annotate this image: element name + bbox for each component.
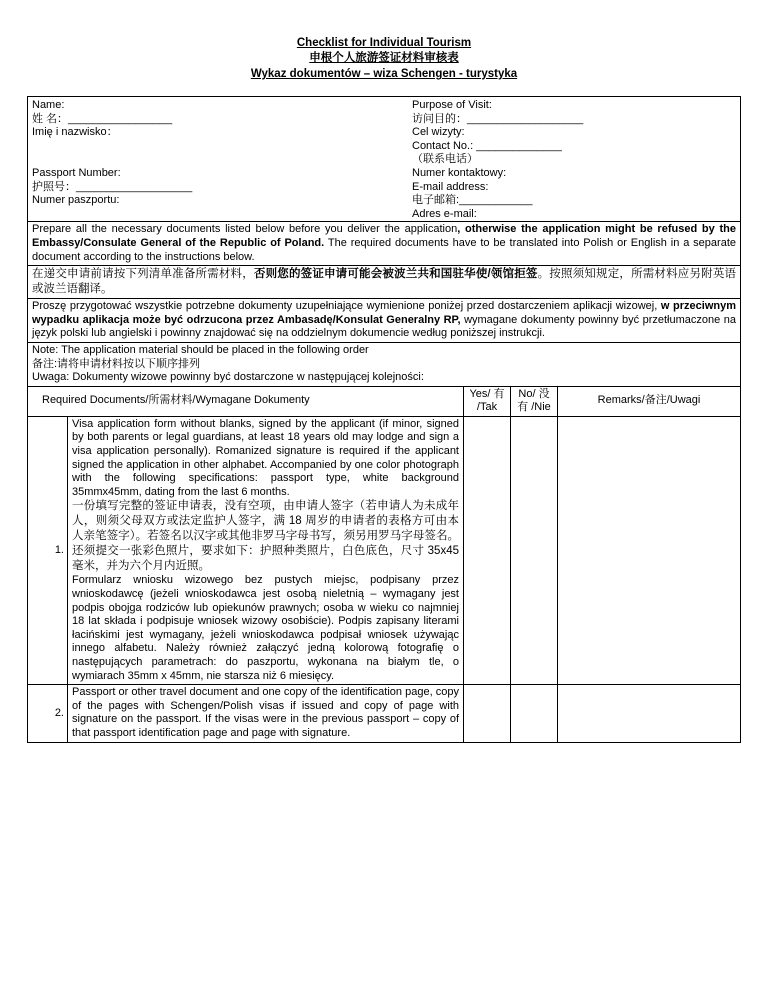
item-number: 2. — [28, 685, 68, 742]
note-chinese: 备注:请将申请材料按以下顺序排列 — [32, 357, 201, 370]
instruction-warning: , otherwise the application might be refused by the Embassy/Consulate General of the Republic of Poland. — [32, 223, 737, 249]
item-description-english: Visa application form without blanks, signed by the applicant (if minor, signed by both parents or legal guardians, at least 18 years old may lodge and sign a visa application personally). Romanized signature is required if the applicant signed the application in other alphabet. Accompanied by one color photograph with the following specifications: passport type, white background 35mmx45mm, dating from the last 6 months. — [72, 417, 459, 498]
table-row — [28, 685, 741, 742]
instruction-en-row — [28, 222, 741, 266]
purpose-label: Purpose of Visit: — [412, 99, 492, 111]
required-documents-header: Required Documents/所需材料/Wymagane Dokumenty — [28, 386, 464, 416]
title-polish: Wykaz dokumentów – wiza Schengen - turystyka — [250, 68, 518, 80]
item-description-polish: Formularz wniosku wizowego bez pustych miejsc, podpisany przez wnioskodawcę (jeżeli wnioskodawca jest osobą nieletnią – wymagany jest podpis obojga rodziców lub opiekunów prawnych; osoba w wieku co najmniej 18 lat składa i podpisuje wniosek wizowy osobiście). Podpis zapisany literami łacińskimi jest wymagany, jeżeli wnioskodawca podpisał wniosek używając innego alfabetu. Należy również załączyć jedną kolorową fotografię o następujących parametrach: do paszportu, wykonana na białym tle, o wymiarach 35mm x 45mm, nie starsza niż 6 miesięcy. — [72, 574, 459, 682]
instruction-text: wymagane dokumenty powinny być przetłumaczone na język polski lub angielski i powinny znajdować się na oddzielnym dokumencie według poniższej instrukcji. — [32, 313, 737, 340]
instruction-text: Prepare all the necessary documents listed below before you deliver the application — [32, 223, 458, 236]
item-description — [68, 685, 464, 742]
note-english: Note: The application material should be placed in the following order — [32, 343, 369, 356]
contact-field[interactable]: Contact No.: ______________ — [412, 139, 562, 152]
applicant-info — [28, 97, 741, 222]
contact-label-pl: Numer kontaktowy: — [412, 166, 507, 179]
email-label-pl: Adres e-mail: — [412, 207, 477, 220]
instruction-text: The required documents have to be translated into Polish or English in a separate document according to the instructions below. — [32, 236, 736, 263]
spacer — [32, 153, 380, 167]
email-field[interactable]: 电子邮箱:____________ — [412, 194, 533, 207]
passport-number-field[interactable]: 护照号：___________________ — [32, 180, 193, 193]
no-checkbox-cell[interactable] — [511, 685, 558, 742]
instruction-pl-row — [28, 299, 741, 343]
table-row — [28, 416, 741, 684]
note-row — [28, 342, 741, 386]
remarks-cell[interactable] — [558, 416, 741, 684]
column-header-row — [28, 386, 741, 416]
item-description-english: Passport or other travel document and one copy of the identification page, copy of the pages with Schengen/Polish visas if issued and copy of page with signature on the passport. If the visas were in the previous passport – copy of that passport identification page and page with signature. — [72, 686, 459, 739]
spacer — [32, 140, 380, 154]
yes-checkbox-cell[interactable] — [464, 416, 511, 684]
applicant-info-right — [384, 97, 740, 221]
name-label-pl: Imię i nazwisko： — [32, 126, 118, 139]
passport-number-label-pl: Numer paszportu: — [32, 194, 120, 207]
purpose-label-pl: Cel wizyty: — [412, 126, 465, 139]
passport-number-label: Passport Number: — [32, 166, 121, 179]
yes-column-header: Yes/ 有 /Tak — [464, 386, 511, 416]
checklist-table — [27, 96, 741, 743]
note-polish: Uwaga: Dokumenty wizowe powinny być dostarczone w następującej kolejności: — [32, 371, 424, 384]
name-label: Name: — [32, 99, 65, 111]
email-label: E-mail address: — [412, 180, 489, 193]
instruction-text: 在递交申请前请按下列清单准备所需材料， — [32, 268, 254, 281]
applicant-info-row — [28, 97, 741, 222]
title-english: Checklist for Individual Tourism — [296, 37, 472, 49]
item-number: 1. — [28, 416, 68, 684]
remarks-column-header: Remarks/备注/Uwagi — [558, 386, 741, 416]
item-description-chinese: 一份填写完整的签证申请表，没有空项，由申请人签字（若申请人为未成年人，则须父母双方或法定监护人签字，满 18 周岁的申请者的表格方可由本人亲笔签字）。若签名以汉字或其他非罗马字母书写，须另用罗马字母签名。还须提交一张彩色照片，要求如下：护照种类照片，白色底色，尺寸 35x45 毫米，并为六个月内近照。 — [72, 500, 459, 573]
item-description — [68, 416, 464, 684]
instruction-warning: w przeciwnym wypadku aplikacja może być odrzucona przez Ambasadę/Konsulat Generalny RP, — [32, 300, 736, 326]
instruction-text: Proszę przygotować wszystkie potrzebne dokumenty uzupełniające wymienione poniżej przed dostarczeniem aplikacji wizowej, — [32, 300, 661, 313]
remarks-cell[interactable] — [558, 685, 741, 742]
instruction-warning: 否则您的签证申请可能会被波兰共和国驻华使/领馆拒签 — [253, 268, 538, 281]
yes-checkbox-cell[interactable] — [464, 685, 511, 742]
contact-label-zh: （联系电话） — [412, 153, 478, 166]
instruction-english — [28, 222, 741, 266]
no-checkbox-cell[interactable] — [511, 416, 558, 684]
purpose-field[interactable]: 访问目的：___________________ — [412, 112, 584, 125]
instruction-zh-row — [28, 266, 741, 299]
instruction-chinese — [28, 266, 741, 299]
note — [28, 342, 741, 386]
name-field-zh[interactable]: 姓 名：_________________ — [32, 112, 173, 125]
instruction-text: 。按照须知规定，所需材料应另附英语或波兰语翻译。 — [32, 268, 737, 296]
applicant-info-left — [28, 97, 384, 221]
instruction-polish — [28, 299, 741, 343]
title-chinese: 申根个人旅游签证材料审核表 — [309, 52, 459, 64]
no-column-header: No/ 没有 /Nie — [511, 386, 558, 416]
